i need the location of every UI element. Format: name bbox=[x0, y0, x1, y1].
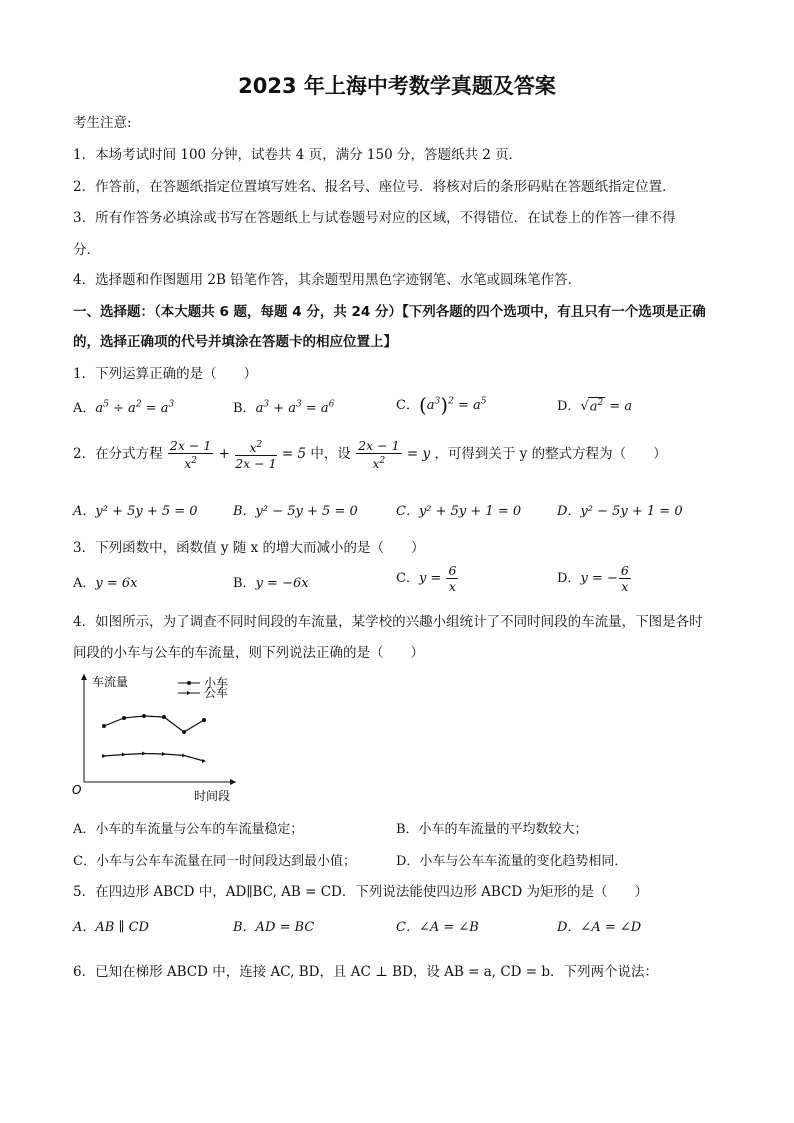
notice-item-2: 2．作答前，在答题纸指定位置填写姓名、报名号、座位号．将核对后的条形码贴在答题纸指定位置． bbox=[73, 179, 676, 195]
series-line-1 bbox=[104, 754, 204, 762]
q4-option-a: A．小车的车流量与公车的车流量稳定； bbox=[73, 822, 304, 837]
y-axis-label: 车流量 bbox=[92, 675, 129, 689]
q4-line2: 间段的小车与公车的车流量，则下列说法正确的是（ ） bbox=[73, 645, 424, 661]
q3-option-b: B．y = −6x bbox=[233, 576, 309, 591]
q4-option-c: C．小车与公车车流量在同一时间段达到最小值； bbox=[73, 854, 356, 869]
notice-heading: 考生注意: bbox=[73, 115, 132, 131]
q3-option-d: D．y = − $\frac{6}{x}$ bbox=[557, 563, 629, 594]
series-layer bbox=[102, 714, 206, 763]
q5-stem: 5．在四边形 ABCD 中，AD∥BC, AB = CD．下列说法能使四边形 ABCD 为矩形的是（ ） bbox=[73, 884, 649, 900]
q2-mid: 中，设 bbox=[310, 446, 351, 463]
q1-option-b: B．$a^3 + a^3 = a^6$ bbox=[233, 399, 335, 416]
q2-fraction-3: $\frac{2x - 1}{x^2}$ bbox=[358, 438, 400, 472]
q2-suffix: ，可得到关于 y 的整式方程为（ ） bbox=[434, 446, 667, 463]
legend-marker-0 bbox=[187, 681, 191, 685]
chart-legend bbox=[178, 676, 228, 700]
legend-marker-1 bbox=[187, 691, 191, 695]
q1-option-a: A．$a^5 \div a^2 = a^3$ bbox=[73, 399, 175, 416]
q4-option-d: D．小车与公车车流量的变化趋势相同． bbox=[396, 854, 628, 869]
q2-stem: 2．在分式方程 $\frac{2x - 1}{x^2}$ + $\frac{x^2}{2x - 1}$ = 5 中，设 $\frac{2x - 1}{x^2}$ = y ，可得到关于 y 的整式方程为（ ） bbox=[73, 438, 667, 472]
series-0-point-5 bbox=[202, 718, 206, 722]
q5-option-b: B．AD = BC bbox=[233, 920, 315, 935]
series-1-point-5 bbox=[202, 759, 206, 763]
q2-option-b: B．y² − 5y + 5 = 0 bbox=[233, 504, 358, 519]
series-1-point-3 bbox=[162, 752, 166, 756]
series-1-point-0 bbox=[102, 754, 106, 758]
series-0-point-3 bbox=[162, 715, 166, 719]
notice-item-4: 4．选择题和作图题用 2B 铅笔作答，其余题型用黑色字迹钢笔、水笔或圆珠笔作答． bbox=[73, 272, 582, 288]
section1-line1: 一、选择题：（本大题共 6 题，每题 4 分，共 24 分）【下列各题的四个选项中，有且只有一个选项是正确 bbox=[73, 304, 706, 320]
page-title: 2023 年上海中考数学真题及答案 bbox=[238, 74, 556, 98]
q1-option-d: D．$√a^2 = a$ bbox=[557, 397, 633, 414]
q5-option-a: A．AB ∥ CD bbox=[73, 920, 149, 935]
q6-stem: 6．已知在梯形 ABCD 中，连接 AC, BD，且 AC ⊥ BD，设 AB = a, CD = b．下列两个说法： bbox=[73, 964, 659, 980]
q1-stem: 1．下列运算正确的是（ ） bbox=[73, 366, 258, 382]
legend-label-1: 公车 bbox=[204, 686, 229, 700]
notice-item-3-cont: 分． bbox=[73, 242, 100, 258]
q3-option-a: A．y = 6x bbox=[73, 576, 138, 591]
q2-prefix: 2．在分式方程 bbox=[73, 446, 163, 463]
q4-option-b: B．小车的车流量的平均数较大； bbox=[396, 822, 588, 837]
q5-option-c: C．∠A = ∠B bbox=[396, 920, 479, 935]
q2-fraction-1: $\frac{2x - 1}{x^2}$ bbox=[169, 438, 212, 472]
legend-label-0: 小车 bbox=[204, 676, 229, 690]
q2-fraction-2: $\frac{x^2}{2x - 1}$ bbox=[235, 440, 277, 472]
origin-label: O bbox=[72, 783, 82, 797]
q2-option-a: A．y² + 5y + 5 = 0 bbox=[73, 504, 198, 519]
q3-stem: 3．下列函数中，函数值 y 随 x 的增大而减小的是（ ） bbox=[73, 540, 425, 556]
q2-option-c: C．y² + 5y + 1 = 0 bbox=[396, 504, 522, 519]
q3-option-c: C．y = $\frac{6}{x}$ bbox=[396, 563, 457, 594]
q5-option-d: D．∠A = ∠D bbox=[557, 920, 642, 935]
section1-line2: 的，选择正确项的代号并填涂在答题卡的相应位置上】 bbox=[73, 334, 397, 350]
notice-item-1: 1．本场考试时间 100 分钟，试卷共 4 页，满分 150 分，答题纸共 2 页． bbox=[73, 147, 523, 163]
series-0-point-2 bbox=[142, 714, 146, 718]
series-0-point-0 bbox=[102, 724, 106, 728]
q2-option-d: D．y² − 5y + 1 = 0 bbox=[557, 504, 683, 519]
series-0-point-4 bbox=[182, 730, 186, 734]
q4-line1: 4．如图所示，为了调查不同时间段的车流量，某学校的兴趣小组统计了不同时间段的车流量，下图是各时 bbox=[73, 614, 703, 630]
notice-item-3: 3．所有作答务必填涂或书写在答题纸上与试卷题号对应的区域，不得错位．在试卷上的作答一律不得 bbox=[73, 210, 676, 226]
series-1-point-2 bbox=[142, 752, 146, 756]
series-0-point-1 bbox=[122, 716, 126, 720]
series-1-point-4 bbox=[182, 754, 186, 758]
series-1-point-1 bbox=[122, 753, 126, 757]
traffic-chart bbox=[70, 668, 270, 808]
x-axis-label: 时间段 bbox=[194, 789, 231, 803]
q1-option-c: C．$(a^3)^2 = a^5$ bbox=[396, 393, 487, 417]
series-line-0 bbox=[104, 716, 204, 732]
